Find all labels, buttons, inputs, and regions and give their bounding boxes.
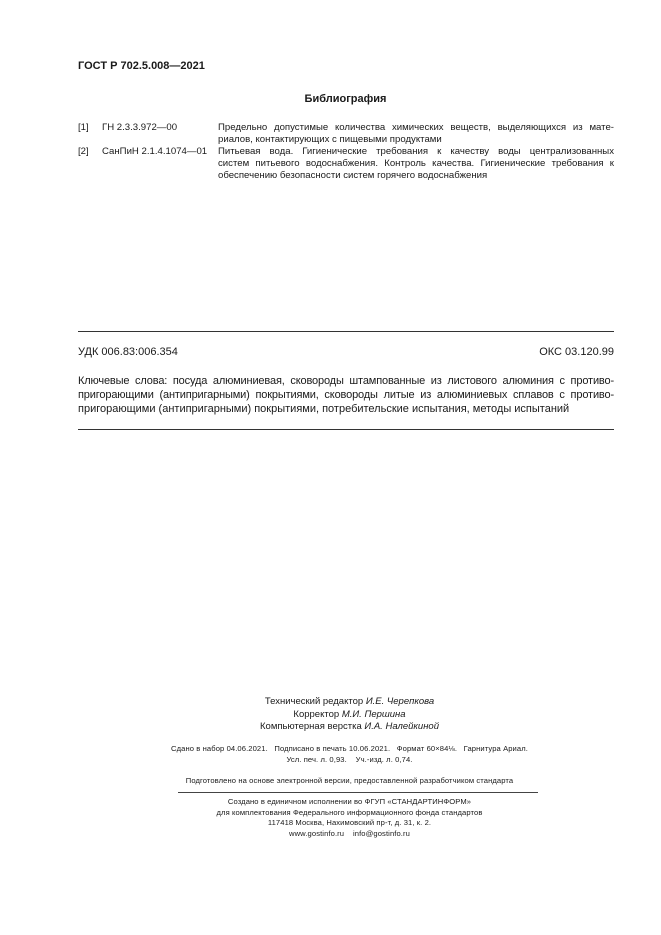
bibliography-title: Библиография [304, 93, 387, 105]
keywords-line: пригорающими (антипригарными) покрытиями, сковороды литые из алюминиевых сплавов с противо- [78, 389, 614, 402]
print-line: Усл. печ. л. 0,93. Уч.-изд. л. 0,74. [286, 754, 413, 764]
ref-code: СанПиН 2.1.4.1074—01 [102, 146, 208, 157]
bibliography-entry [78, 146, 614, 184]
publisher-line: www.gostinfo.ru info@gostinfo.ru [289, 828, 410, 838]
oks-code: ОКС 03.120.99 [539, 346, 614, 358]
ref-line: Питьевая вода. Гигиенические требования к качеству воды централизованных [218, 146, 614, 157]
udk-code: УДК 006.83:006.354 [78, 346, 178, 358]
ref-line: риалов, контактирующих с пищевыми продуктами [218, 134, 442, 146]
prepared-note: Подготовлено на основе электронной версии, предоставленной разработчиком стандарта [185, 776, 514, 785]
ref-line: Предельно допустимые количества химических веществ, выделяющихся из мате- [218, 122, 614, 133]
keywords [78, 374, 614, 417]
layout-credit [38, 721, 661, 734]
divider [78, 429, 614, 430]
corrector-credit [38, 709, 661, 722]
keywords-line: пригорающими (антипригарными) покрытиями, потребительские испытания, методы испытаний [78, 403, 570, 416]
ref-description [218, 146, 614, 183]
publisher-line: Создано в единичном исполнении во ФГУП «СТАНДАРТИНФОРМ» [227, 797, 472, 806]
print-line: Сдано в набор 04.06.2021. Подписано в печать 10.06.2021. Формат 60×84⅛. Гарнитура Ариал. [171, 744, 528, 753]
ref-description [218, 122, 614, 146]
ref-number: [2] [78, 146, 89, 157]
ref-code: ГН 2.3.3.972—00 [102, 122, 178, 133]
imprint-credits [0, 696, 661, 734]
editor-credit [38, 696, 661, 709]
keywords-line: Ключевые слова: посуда алюминиевая, сковороды штампованные из листового алюминия с противо- [78, 375, 614, 387]
editor-role: Технический редактор [264, 696, 364, 707]
layout-role: Компьютерная верстка [260, 721, 362, 733]
ref-line: обеспечению безопасности систем горячего водоснабжения [218, 170, 488, 182]
bibliography-entry [78, 122, 614, 148]
corrector-role: Корректор [293, 708, 340, 720]
layout-name: И.А. Налейкиной [364, 721, 439, 733]
corrector-name: М.И. Першина [341, 708, 406, 720]
divider [78, 331, 614, 332]
publisher-line: 117418 Москва, Нахимовский пр-т, д. 31, к. 2. [267, 818, 432, 828]
ref-number: [1] [78, 122, 89, 133]
divider [178, 792, 538, 793]
print-details [0, 744, 661, 765]
standard-number: ГОСТ Р 702.5.008—2021 [78, 60, 205, 72]
editor-name: И.Е. Черепкова [365, 696, 435, 707]
ref-line: систем питьевого водоснабжения. Контроль качества. Гигиенические требования к [218, 158, 614, 170]
publisher-info [0, 797, 661, 839]
publisher-line: для комплектования Федерального информационного фонда стандартов [216, 807, 483, 817]
